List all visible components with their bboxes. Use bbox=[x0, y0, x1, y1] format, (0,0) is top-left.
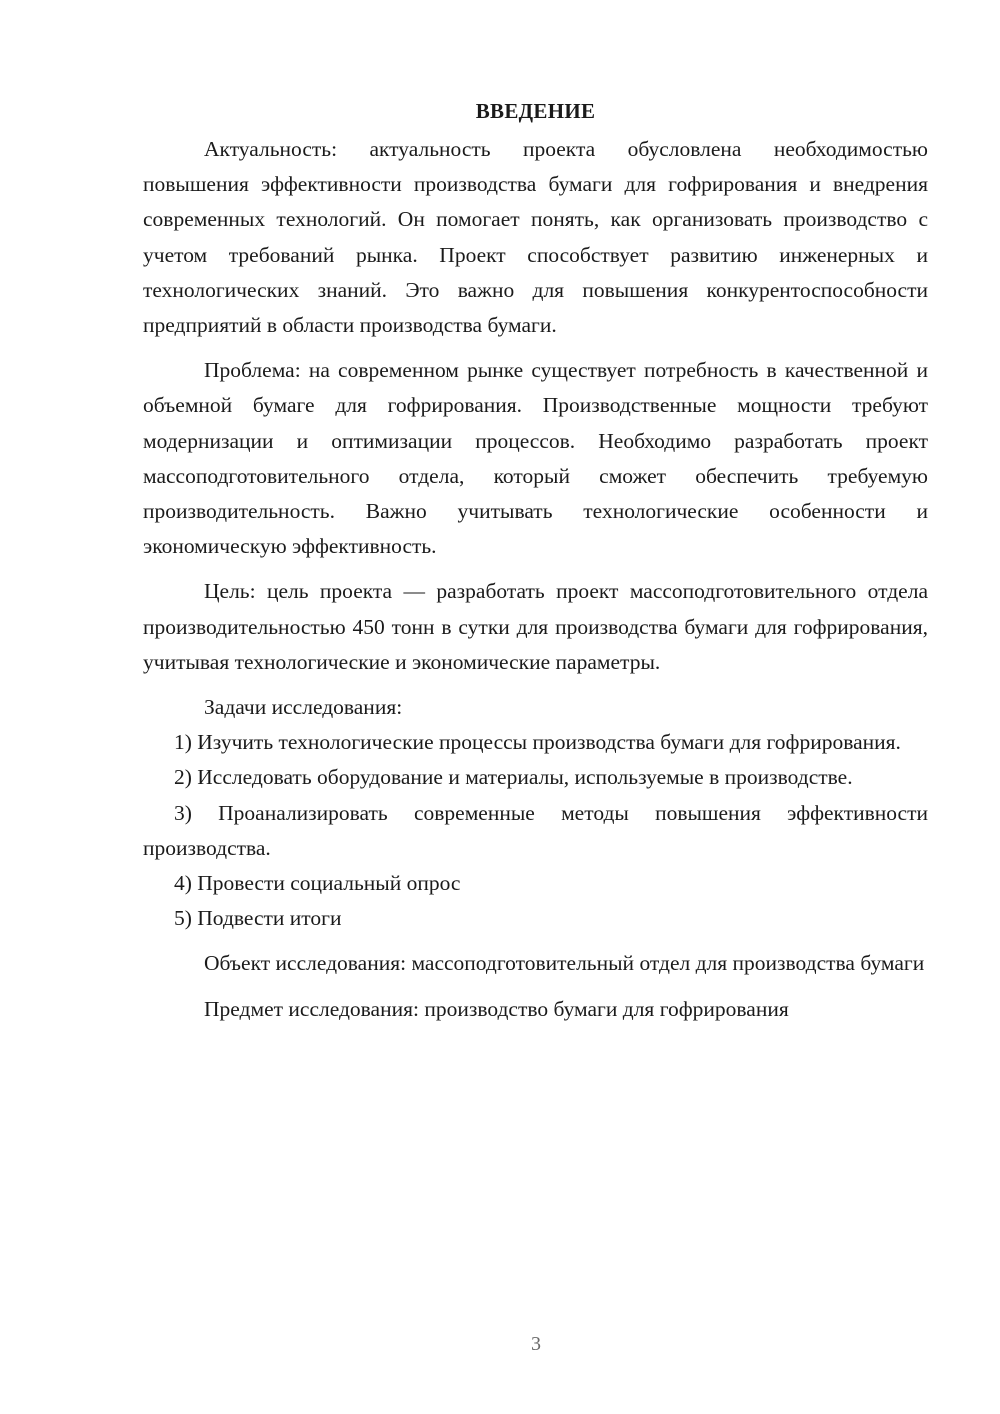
paragraph-problem: Проблема: на современном рынке существует потребность в качественной и объемной бумаге для гофрирования. Производственные мощности требуют модернизации и оптимизации процессов. Необходимо разработать проект массоподготовительного отдела, который сможет обеспечить требуемую производительность. Важно учитывать технологические особенности и экономическую эффективность. bbox=[143, 358, 928, 559]
paragraph-object: Объект исследования: массоподготовительный отдел для производства бумаги bbox=[204, 951, 925, 976]
page-number: 3 bbox=[531, 1333, 541, 1355]
paragraph-subject: Предмет исследования: производство бумаги для гофрирования bbox=[204, 996, 789, 1021]
task-item-2: 2) Исследовать оборудование и материалы, используемые в производстве. bbox=[174, 765, 853, 790]
tasks-heading: Задачи исследования: bbox=[204, 695, 403, 720]
page-content bbox=[143, 96, 928, 1027]
task-item-1: 1) Изучить технологические процессы производства бумаги для гофрирования. bbox=[174, 730, 901, 755]
paragraph-goal: Цель: цель проекта — разработать проект массоподготовительного отдела производительностью 450 тонн в сутки для производства бумаги для гофрирования, учитывая технологические и экономические параметры. bbox=[143, 579, 928, 674]
task-item-4: 4) Провести социальный опрос bbox=[174, 871, 461, 896]
page-title: ВВЕДЕНИЕ bbox=[475, 99, 596, 123]
task-item-3: 3) Проанализировать современные методы повышения эффективности производства. bbox=[143, 800, 928, 860]
task-item-5: 5) Подвести итоги bbox=[174, 906, 342, 931]
paragraph-relevance: Актуальность: актуальность проекта обусловлена необходимостью повышения эффективности производства бумаги для гофрирования и внедрения современных технологий. Он помогает понять, как организовать производство с учетом требований рынка. Проект способствует развитию инженерных и технологических знаний. Это важно для повышения конкурентоспособности предприятий в области производства бумаги. bbox=[143, 137, 928, 338]
